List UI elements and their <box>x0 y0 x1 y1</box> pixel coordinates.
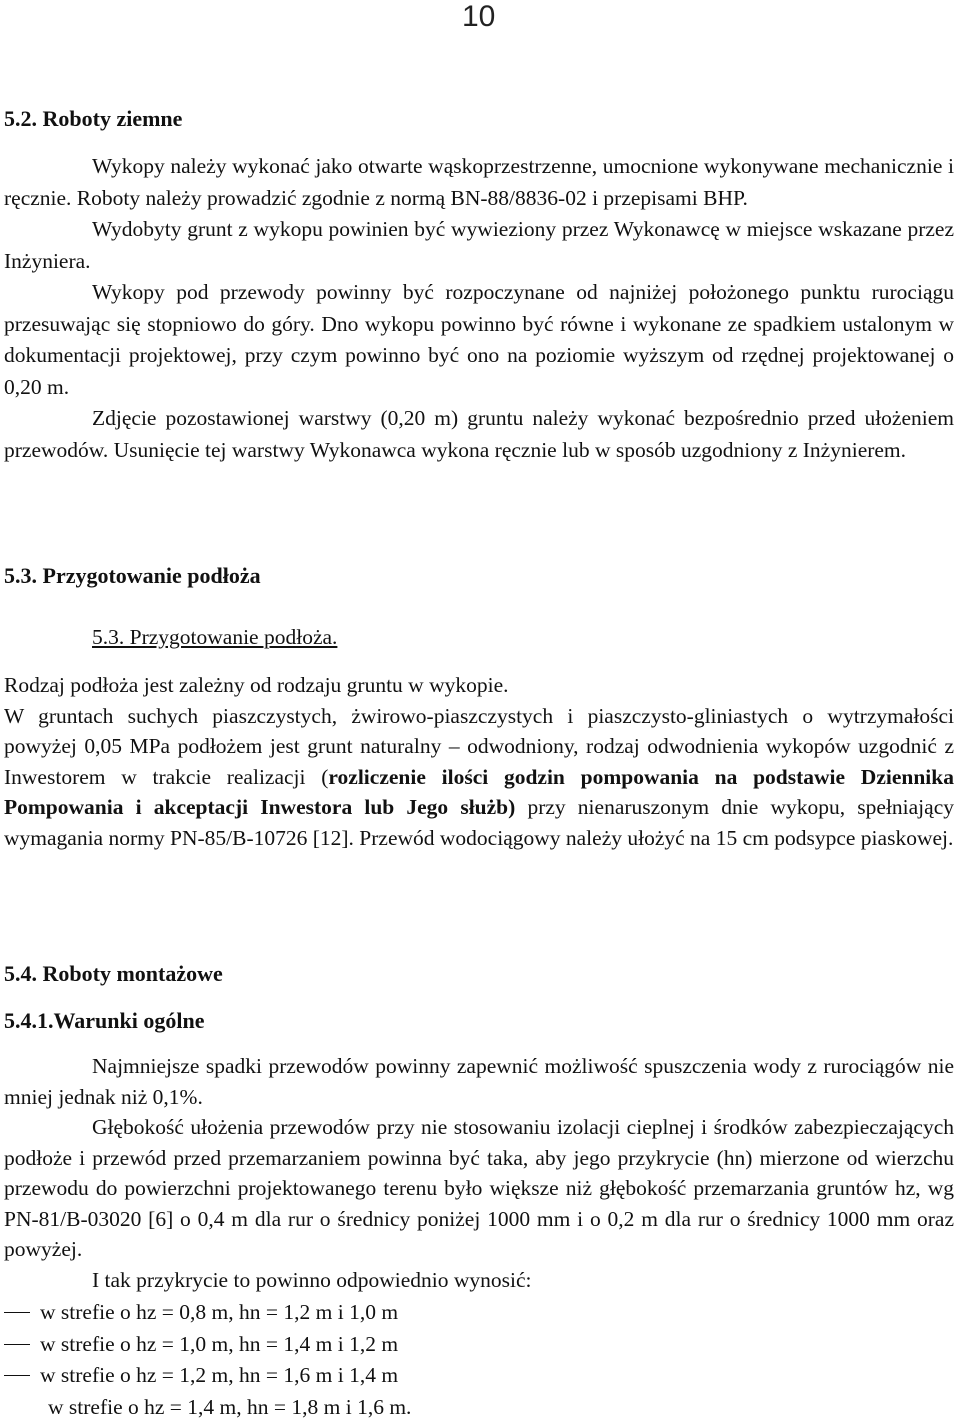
section-heading-5-2: 5.2. Roboty ziemne <box>4 106 183 131</box>
paragraph: Najmniejsze spadki przewodów powinny zapewnić możliwość spuszczenia wody z rurociągów nie mniej jednak niż 0,1%. <box>4 1054 954 1109</box>
section-heading-5-4: 5.4. Roboty montażowe <box>4 961 223 986</box>
list-item-text: w strefie o hz = 1,0 m, hn = 1,4 m i 1,2 m <box>40 1331 399 1356</box>
page-number: 10 <box>462 0 496 33</box>
section-heading-5-3: 5.3. Przygotowanie podłoża <box>4 563 261 588</box>
bold-text: rozliczenie ilości godzin pompowania na podstawie Dziennika Pompowania i akceptacji Inwestora lub Jego służb) <box>4 764 954 819</box>
paragraph: Głębokość ułożenia przewodów przy nie stosowaniu izolacji cieplnej i środków zabezpieczających podłoże i przewód przed przemarzaniem powinna być taka, aby jego przykrycie (hn) mierzone od wierzchu przewodu do powierzchni projektowanego terenu było większe niż głębokość przemarzania gruntów hz, wg PN-81/B-03020 [6] o 0,4 m dla rur o średnicy poniżej 1000 mm i o 0,2 m dla rur o średnicy 1000 mm oraz powyżej. <box>4 1115 954 1261</box>
paragraph: Rodzaj podłoża jest zależny od rodzaju gruntu w wykopie. <box>4 673 509 697</box>
paragraph: Wykopy pod przewody powinny być rozpoczynane od najniżej położonego punktu rurociągu przesuwając się stopniowo do góry. Dno wykopu powinno być równe i wykonane ze spadkiem ustalonym w dokumentacji projektowej, przy czym powinno być ono na poziomie wyższym od rzędnej projektowanej o 0,20 m. <box>4 280 954 399</box>
subheading-5-4-1: 5.4.1.Warunki ogólne <box>4 1008 205 1033</box>
section-5-3-body <box>4 670 954 853</box>
dash-icon <box>4 1344 30 1345</box>
text-span: przy nienaruszonym dnie wykopu, spełniający wymagania normy PN-85/B-10726 [12]. Przewód wodociągowy należy ułożyć na 15 cm podsypce piaskowej. <box>4 795 954 850</box>
subheading-5-3: 5.3. Przygotowanie podłoża. <box>92 625 338 649</box>
list-item <box>4 1329 411 1361</box>
coverage-list <box>4 1297 411 1423</box>
list-item-text: w strefie o hz = 1,2 m, hn = 1,6 m i 1,4 m <box>40 1363 399 1387</box>
paragraph: Zdjęcie pozostawionej warstwy (0,20 m) gruntu należy wykonać bezpośrednio przed ułożeniem przewodów. Usunięcie tej warstwy Wykonawca wykona ręcznie lub w sposób uzgodniony z Inżynierem. <box>4 406 954 462</box>
paragraph: I tak przykrycie to powinno odpowiednio wynosić: <box>92 1267 532 1292</box>
section-5-2-body <box>4 151 954 466</box>
paragraph: Wydobyty grunt z wykopu powinien być wywieziony przez Wykonawcę w miejsce wskazane przez Inżyniera. <box>4 217 954 273</box>
list-item <box>4 1360 411 1392</box>
paragraph: Wykopy należy wykonać jako otwarte wąskoprzestrzenne, umocnione wykonywane mechanicznie i ręcznie. Roboty należy prowadzić zgodnie z normą BN-88/8836-02 i przepisami BHP. <box>4 154 954 210</box>
list-item <box>4 1392 411 1423</box>
dash-icon <box>4 1312 30 1313</box>
list-item <box>4 1297 411 1329</box>
list-item-text: w strefie o hz = 1,4 m, hn = 1,8 m i 1,6 m. <box>48 1394 412 1419</box>
paragraph <box>4 701 954 854</box>
dash-icon <box>4 1375 30 1376</box>
list-item-text: w strefie o hz = 0,8 m, hn = 1,2 m i 1,0 m <box>40 1300 399 1324</box>
text-span: W gruntach suchych piaszczystych, żwirowo-piaszczystych i piaszczysto-gliniastych o wytrzymałości powyżej 0,05 MPa podłożem jest grunt naturalny – odwodniony, rodzaj odwodnienia wykopów uzgodnić z Inwestorem w trakcie realizacji ( <box>4 703 954 789</box>
section-5-4-1-body <box>4 1051 954 1295</box>
